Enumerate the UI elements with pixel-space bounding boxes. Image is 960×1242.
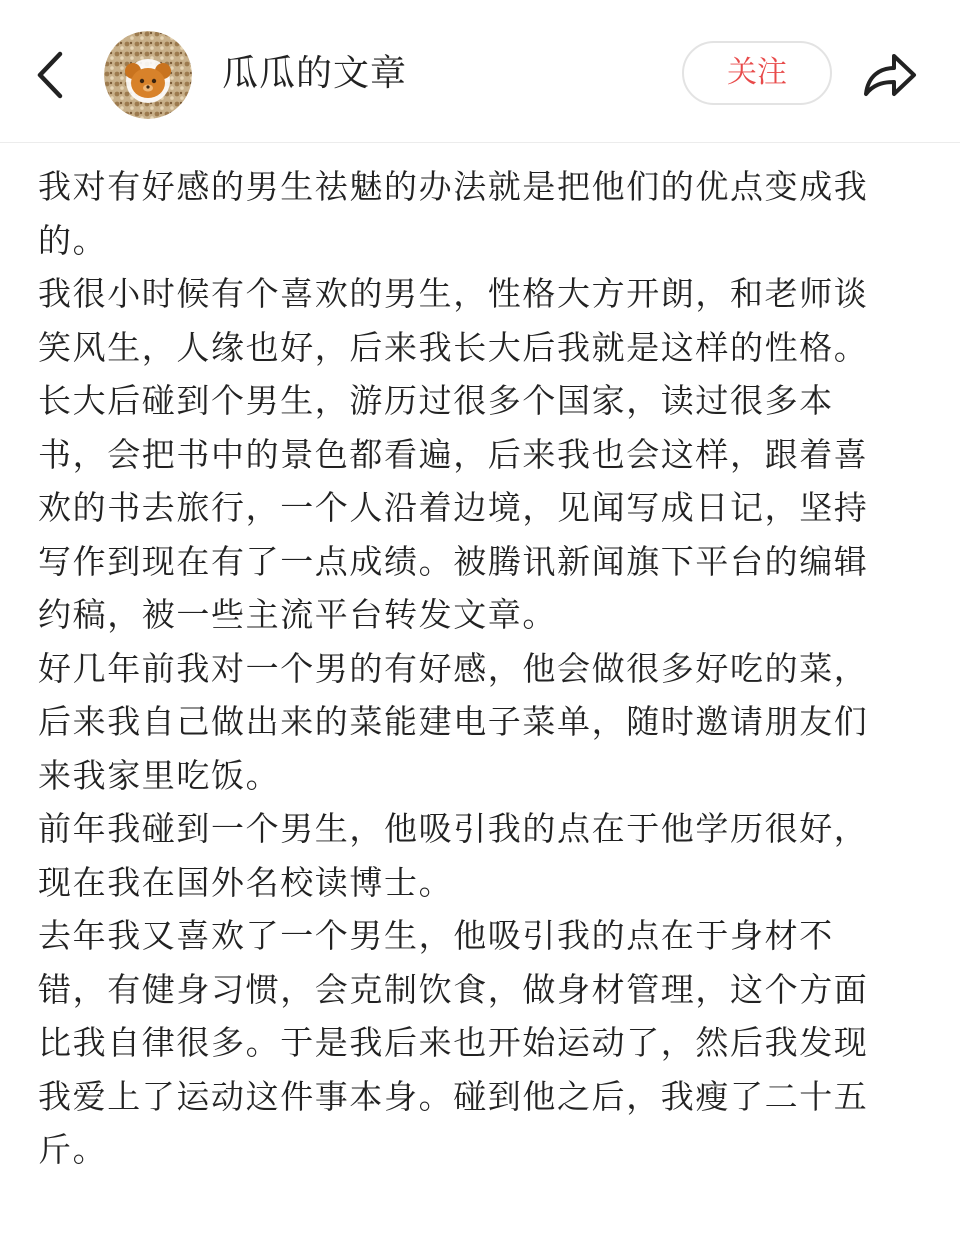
top-bar <box>0 0 960 143</box>
article-paragraph: 我很小时候有个喜欢的男生，性格大方开朗，和老师谈笑风生，人缘也好，后来我长大后我就是这样的性格。 <box>38 274 869 367</box>
article-paragraph: 长大后碰到个男生，游历过很多个国家，读过很多本书，会把书中的景色都看遍，后来我也会这样，跟着喜欢的书去旅行，一个人沿着边境，见闻写成日记，坚持写作到现在有了一点成绩。被腾讯新闻旗下平台的编辑约稿，被一些主流平台转发文章。 <box>38 381 869 634</box>
author-name[interactable]: 瓜瓜的文章 <box>222 53 408 94</box>
bear-avatar-icon <box>104 31 192 119</box>
back-button[interactable] <box>28 46 76 104</box>
share-arrow-icon <box>860 48 918 102</box>
article-paragraph: 我对有好感的男生祛魅的办法就是把他们的优点变成我的。 <box>38 167 869 260</box>
chevron-left-icon <box>28 46 76 104</box>
share-button[interactable] <box>860 48 918 102</box>
article-paragraph: 好几年前我对一个男的有好感，他会做很多好吃的菜，后来我自己做出来的菜能建电子菜单，随时邀请朋友们来我家里吃饭。 <box>38 648 869 795</box>
article-paragraph: 去年我又喜欢了一个男生，他吸引我的点在于身材不错，有健身习惯，会克制饮食，做身材管理，这个方面比我自律很多。于是我后来也开始运动了，然后我发现我爱上了运动这件事本身。碰到他之后，我瘦了二十五斤。 <box>38 916 869 1169</box>
article-paragraph: 前年我碰到一个男生，他吸引我的点在于他学历很好，现在我在国外名校读博士。 <box>38 809 869 902</box>
article-body <box>38 160 898 1177</box>
follow-button[interactable]: 关注 <box>682 41 832 105</box>
avatar[interactable] <box>104 31 192 119</box>
